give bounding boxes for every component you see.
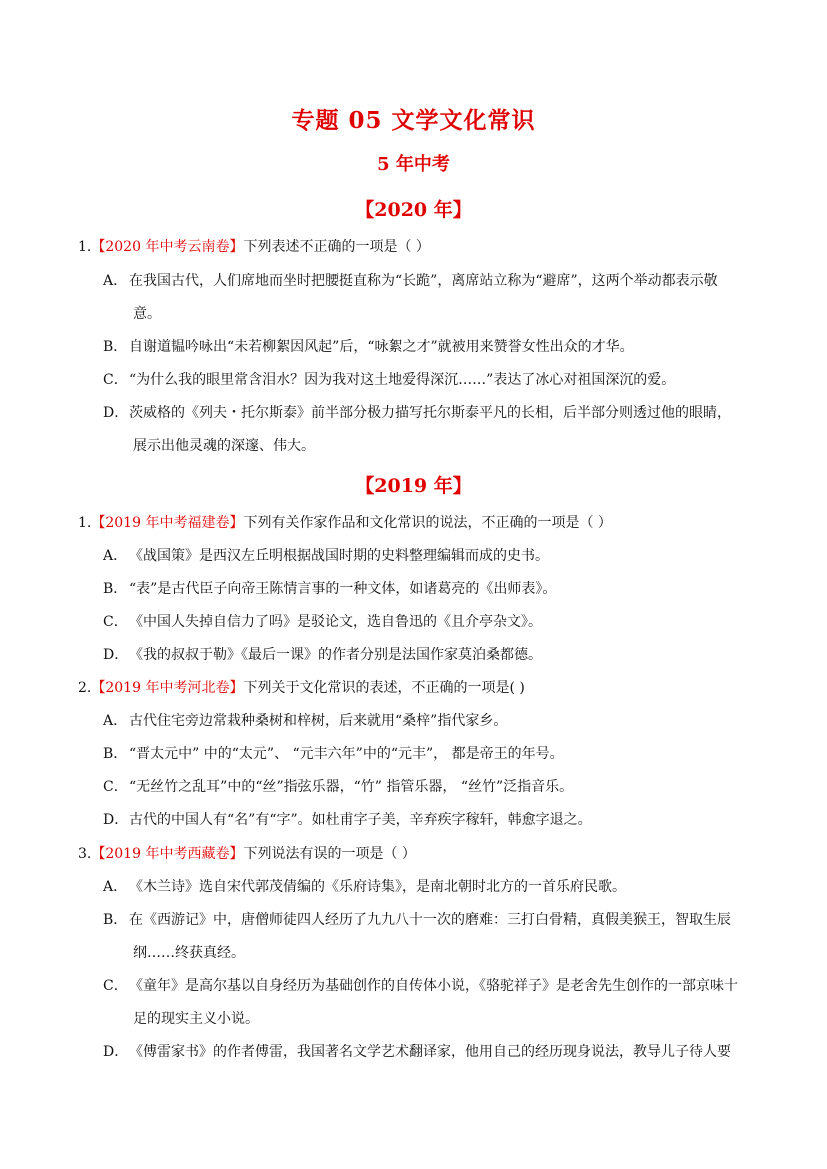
option-text: 《傅雷家书》的作者傅雷，我国著名文学艺术翻译家，他用自己的经历现身说法，教导儿子待人要	[129, 1044, 731, 1060]
option-text: “无丝竹之乱耳”中的“丝”指弦乐器，“竹” 指管乐器， “丝竹”泛指音乐。	[129, 779, 574, 795]
option-c	[103, 369, 763, 391]
option-d	[103, 1041, 763, 1063]
option-text: 自谢道韫吟咏出“未若柳絮因风起”后，“咏絮之才”就被用来赞誉女性出众的才华。	[129, 339, 634, 355]
question-number: 2.	[78, 680, 92, 696]
option-text: “为什么我的眼里常含泪水？因为我对这土地爱得深沉……”表达了冰心对祖国深沉的爱。	[129, 372, 676, 388]
option-d	[103, 402, 763, 424]
option-letter: D．	[103, 1044, 129, 1060]
option-text: 在我国古代，人们席地而坐时把腰挺直称为“长跪”，离席站立称为“避席”，这两个举动都表示敬	[129, 273, 718, 289]
option-letter: A．	[103, 879, 128, 895]
question-number: 3.	[78, 846, 92, 862]
option-a	[103, 710, 763, 732]
question-source-tag: 【2019 年中考河北卷】	[91, 680, 244, 696]
question-stem: 下列关于文化常识的表述，不正确的一项是( )	[243, 680, 525, 696]
option-text: 在《西游记》中，唐僧师徒四人经历了九九八十一次的磨难：三打白骨精，真假美猴王，智取生辰	[129, 912, 731, 928]
option-a	[103, 545, 763, 567]
option-a	[103, 876, 763, 898]
question-2019-3	[78, 843, 416, 865]
question-stem: 下列说法有误的一项是（ ）	[243, 846, 416, 862]
option-b	[103, 578, 763, 600]
question-2019-1	[78, 512, 612, 534]
option-letter: B．	[103, 339, 128, 355]
option-c-continuation: 足的现实主义小说。	[133, 1011, 259, 1027]
question-number: 1.	[78, 515, 92, 531]
option-b	[103, 743, 763, 765]
option-text: 《中国人失掉自信力了吗》是驳论文，选自鲁迅的《且介亭杂文》。	[129, 614, 542, 630]
option-b	[103, 336, 763, 358]
question-stem: 下列表述不正确的一项是（ ）	[243, 239, 430, 255]
option-letter: B．	[103, 746, 128, 762]
option-c	[103, 611, 763, 633]
option-letter: A．	[103, 548, 128, 564]
option-a-continuation: 意。	[133, 306, 161, 322]
option-letter: A．	[103, 273, 128, 289]
question-number: 1.	[78, 239, 92, 255]
year-heading-2019: 【2019 年】	[355, 475, 472, 497]
option-d	[103, 644, 763, 666]
page-title: 专题 05 文学文化常识	[291, 107, 536, 134]
option-text: 茨威格的《列夫・托尔斯泰》前半部分极力描写托尔斯泰平凡的长相，后半部分则透过他的眼睛，	[129, 405, 731, 421]
option-letter: D．	[103, 405, 129, 421]
option-d-continuation: 展示出他灵魂的深邃、伟大。	[133, 438, 315, 454]
option-letter: C．	[103, 372, 128, 388]
option-c	[103, 776, 763, 798]
option-text: 古代的中国人有“名”有“字”。如杜甫字子美，辛弃疾字稼轩，韩愈字退之。	[129, 812, 592, 828]
option-letter: B．	[103, 581, 128, 597]
option-text: 《我的叔叔于勒》《最后一课》的作者分别是法国作家莫泊桑都德。	[129, 647, 542, 663]
option-text: “晋太元中” 中的“太元”、 “元丰六年”中的“元丰”， 都是帝王的年号。	[129, 746, 564, 762]
page-subtitle: 5 年中考	[377, 154, 450, 175]
year-heading-2020: 【2020 年】	[355, 199, 472, 221]
question-source-tag: 【2019 年中考西藏卷】	[91, 846, 244, 862]
option-letter: D．	[103, 812, 129, 828]
option-b-continuation: 纲……终获真经。	[133, 945, 245, 961]
option-text: “表”是古代臣子向帝王陈情言事的一种文体，如诸葛亮的《出师表》。	[129, 581, 557, 597]
option-c	[103, 975, 763, 997]
option-text: 古代住宅旁边常栽种桑树和梓树，后来就用“桑梓”指代家乡。	[129, 713, 508, 729]
option-letter: B．	[103, 912, 128, 928]
option-d	[103, 809, 763, 831]
question-source-tag: 【2020 年中考云南卷】	[91, 239, 244, 255]
option-letter: A．	[103, 713, 128, 729]
question-2020-1	[78, 236, 430, 258]
question-source-tag: 【2019 年中考福建卷】	[91, 515, 244, 531]
option-letter: D．	[103, 647, 129, 663]
option-letter: C．	[103, 779, 128, 795]
option-text: 《战国策》是西汉左丘明根据战国时期的史料整理编辑而成的史书。	[129, 548, 549, 564]
option-b	[103, 909, 763, 931]
question-stem: 下列有关作家作品和文化常识的说法，不正确的一项是（ ）	[243, 515, 612, 531]
option-letter: C．	[103, 614, 128, 630]
option-a	[103, 270, 763, 292]
option-letter: C．	[103, 978, 128, 994]
option-text: 《木兰诗》选自宋代郭茂倩编的《乐府诗集》，是南北朝时北方的一首乐府民歌。	[129, 879, 626, 895]
option-text: 《童年》是高尔基以自身经历为基础创作的自传体小说，《骆驼祥子》是老舍先生创作的一部京味十	[129, 978, 738, 994]
question-2019-2	[78, 677, 525, 699]
